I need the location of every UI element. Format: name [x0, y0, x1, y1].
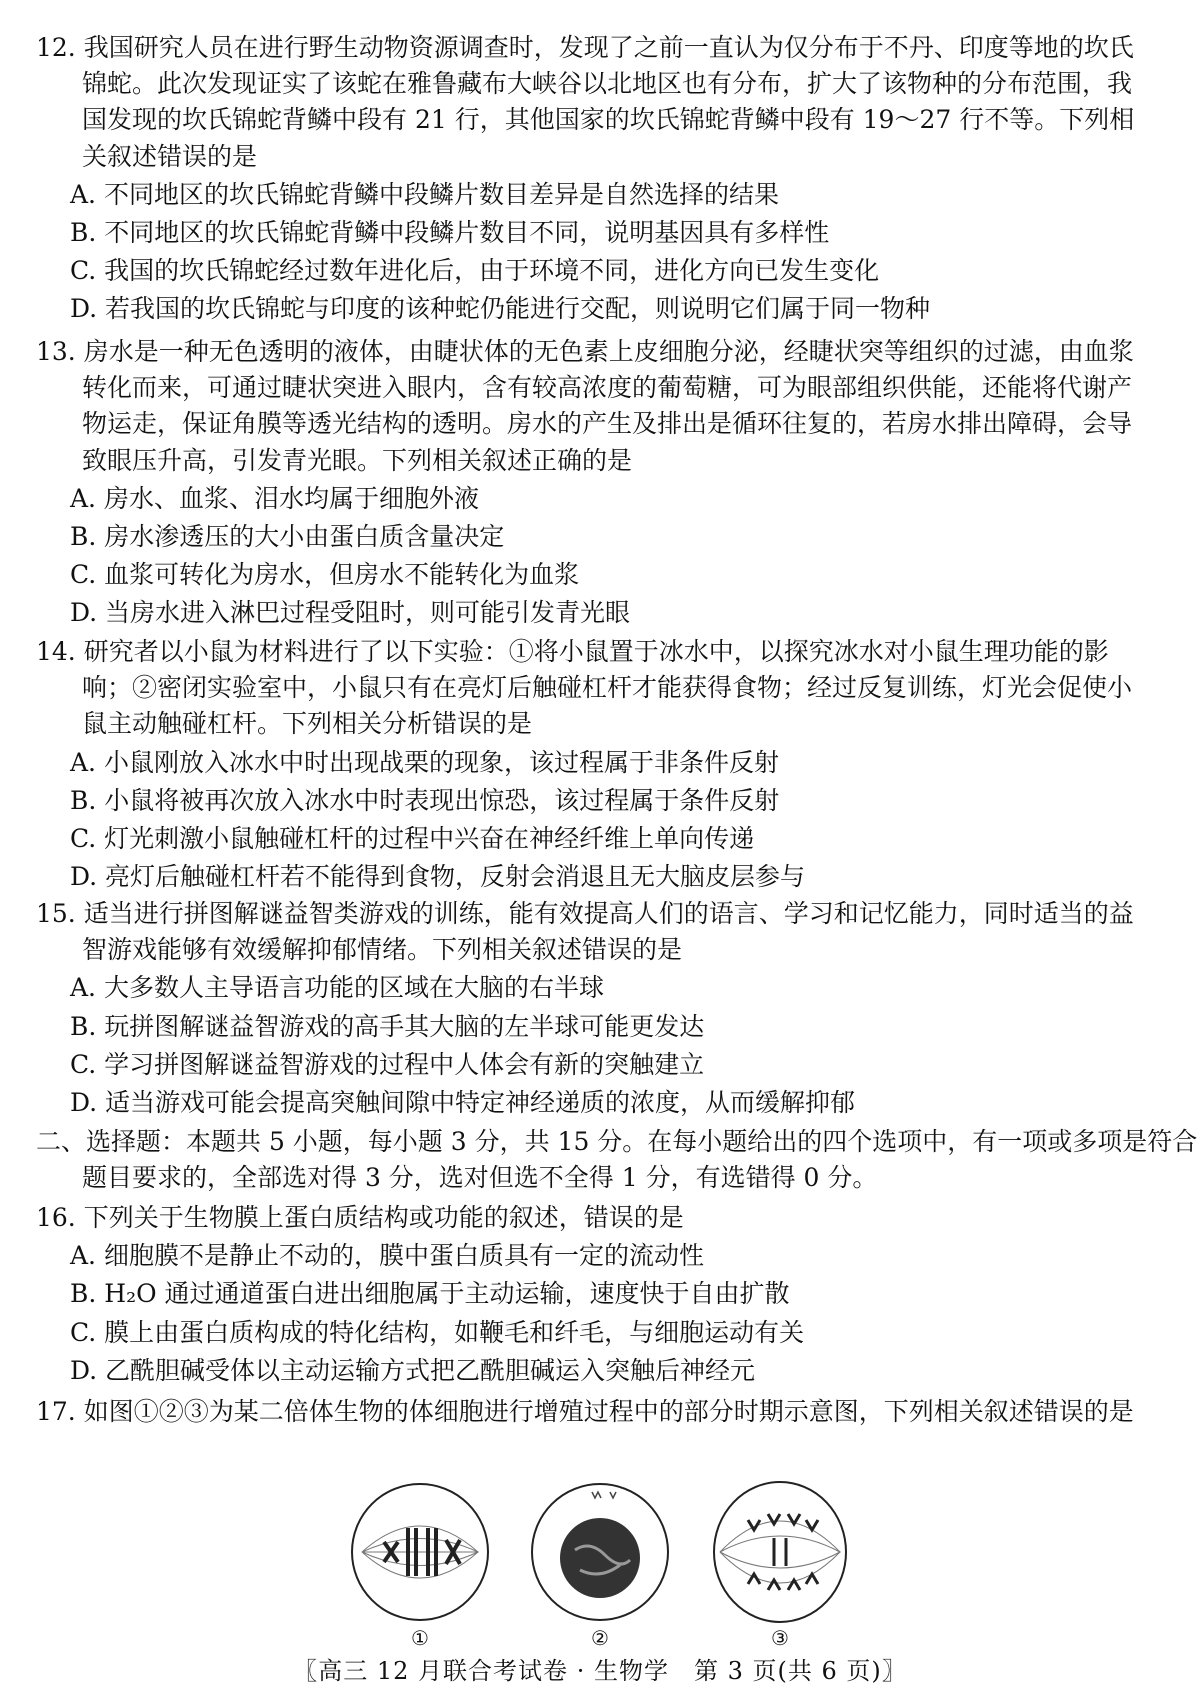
figure-1-label: ①: [411, 1626, 429, 1650]
question-14-option-b: B. 小鼠将被再次放入冰水中时表现出惊恐，该过程属于条件反射: [70, 785, 780, 815]
question-13-option-c: C. 血浆可转化为房水，但房水不能转化为血浆: [70, 560, 580, 590]
question-16-option-b: B. H₂O 通过通道蛋白进出细胞属于主动运输，速度快于自由扩散: [70, 1279, 790, 1309]
question-13-option-d: D. 当房水进入淋巴过程受阻时，则可能引发青光眼: [70, 598, 631, 628]
figure-3-anaphase: [700, 1480, 860, 1650]
question-13-stem: 13. 房水是一种无色透明的液体，由睫状体的无色素上皮细胞分泌，经睫状突等组织的过滤，由血浆转化而来，可通过睫状突进入眼内，含有较高浓度的葡萄糖，可为眼部组织供能，还能将代谢产物运走，保证角膜等透光结构的透明。房水的产生及排出是循环往复的，若房水排出障碍，会导致眼压升高，引发青光眼。下列相关叙述正确的是: [36, 337, 1134, 475]
question-14-option-d: D. 亮灯后触碰杠杆若不能得到食物，反射会消退且无大脑皮层参与: [70, 862, 806, 892]
section-2-instructions: 二、选择题：本题共 5 小题，每小题 3 分，共 15 分。在每小题给出的四个选项中，有一项或多项是符合题目要求的，全部选对得 3 分，选对但选不全得 1 分，有选错得 0 分。: [36, 1127, 1198, 1193]
question-16: [36, 1200, 1156, 1389]
question-13-option-b: B. 房水渗透压的大小由蛋白质含量决定: [70, 522, 505, 552]
cell-division-figures: [340, 1480, 860, 1650]
question-15-option-b: B. 玩拼图解谜益智游戏的高手其大脑的左半球可能更发达: [70, 1011, 705, 1041]
question-12-option-d: D. 若我国的坎氏锦蛇与印度的该种蛇仍能进行交配，则说明它们属于同一物种: [70, 294, 931, 324]
question-12-stem: 12. 我国研究人员在进行野生动物资源调查时，发现了之前一直认为仅分布于不丹、印度等地的坎氏锦蛇。此次发现证实了该蛇在雅鲁藏布大峡谷以北地区也有分布，扩大了该物种的分布范围，我国发现的坎氏锦蛇背鳞中段有 21 行，其他国家的坎氏锦蛇背鳞中段有 19～27 行不等。下列相关叙述错误的是: [36, 33, 1135, 171]
figure-2-prophase: [520, 1480, 680, 1650]
question-16-option-a: A. 细胞膜不是静止不动的，膜中蛋白质具有一定的流动性: [70, 1241, 704, 1271]
question-13-option-a: A. 房水、血浆、泪水均属于细胞外液: [70, 483, 479, 513]
question-12-option-a: A. 不同地区的坎氏锦蛇背鳞中段鳞片数目差异是自然选择的结果: [70, 179, 779, 209]
question-16-stem: 16. 下列关于生物膜上蛋白质结构或功能的叙述，错误的是: [36, 1203, 684, 1232]
anaphase-cell-drawing: [700, 1480, 860, 1630]
figure-1-metaphase: [340, 1480, 500, 1650]
question-15: [36, 896, 1156, 1121]
figure-3-label: ③: [771, 1626, 789, 1650]
figure-2-label: ②: [591, 1626, 609, 1650]
question-15-stem: 15. 适当进行拼图解谜益智类游戏的训练，能有效提高人们的语言、学习和记忆能力，同时适当的益智游戏能够有效缓解抑郁情绪。下列相关叙述错误的是: [36, 899, 1134, 965]
question-14-option-a: A. 小鼠刚放入冰水中时出现战栗的现象，该过程属于非条件反射: [70, 747, 779, 777]
question-14: [36, 634, 1156, 895]
prophase-cell-drawing: [520, 1480, 680, 1630]
question-17: [36, 1394, 1156, 1430]
question-13: [36, 334, 1156, 632]
question-15-option-d: D. 适当游戏可能会提高突触间隙中特定神经递质的浓度，从而缓解抑郁: [70, 1088, 856, 1118]
question-16-option-d: D. 乙酰胆碱受体以主动运输方式把乙酰胆碱运入突触后神经元: [70, 1355, 756, 1385]
question-16-option-c: C. 膜上由蛋白质构成的特化结构，如鞭毛和纤毛，与细胞运动有关: [70, 1317, 805, 1347]
question-12-option-b: B. 不同地区的坎氏锦蛇背鳞中段鳞片数目不同，说明基因具有多样性: [70, 218, 830, 248]
question-15-option-c: C. 学习拼图解谜益智游戏的过程中人体会有新的突触建立: [70, 1049, 705, 1079]
question-12-option-c: C. 我国的坎氏锦蛇经过数年进化后，由于环境不同，进化方向已发生变化: [70, 256, 880, 286]
question-17-stem: 17. 如图①②③为某二倍体生物的体细胞进行增殖过程中的部分时期示意图，下列相关叙述错误的是: [36, 1397, 1134, 1426]
question-15-option-a: A. 大多数人主导语言功能的区域在大脑的右半球: [70, 973, 604, 1003]
metaphase-cell-drawing: [340, 1480, 500, 1630]
page-footer: 〖高三 12 月联合考试卷 · 生物学 第 3 页(共 6 页)〗: [293, 1657, 907, 1685]
question-14-stem: 14. 研究者以小鼠为材料进行了以下实验：①将小鼠置于冰水中，以探究冰水对小鼠生理功能的影响；②密闭实验室中，小鼠只有在亮灯后触碰杠杆才能获得食物；经过反复训练，灯光会促使小鼠主动触碰杠杆。下列相关分析错误的是: [36, 637, 1133, 739]
question-14-option-c: C. 灯光刺激小鼠触碰杠杆的过程中兴奋在神经纤维上单向传递: [70, 824, 755, 854]
question-12: [36, 30, 1156, 328]
